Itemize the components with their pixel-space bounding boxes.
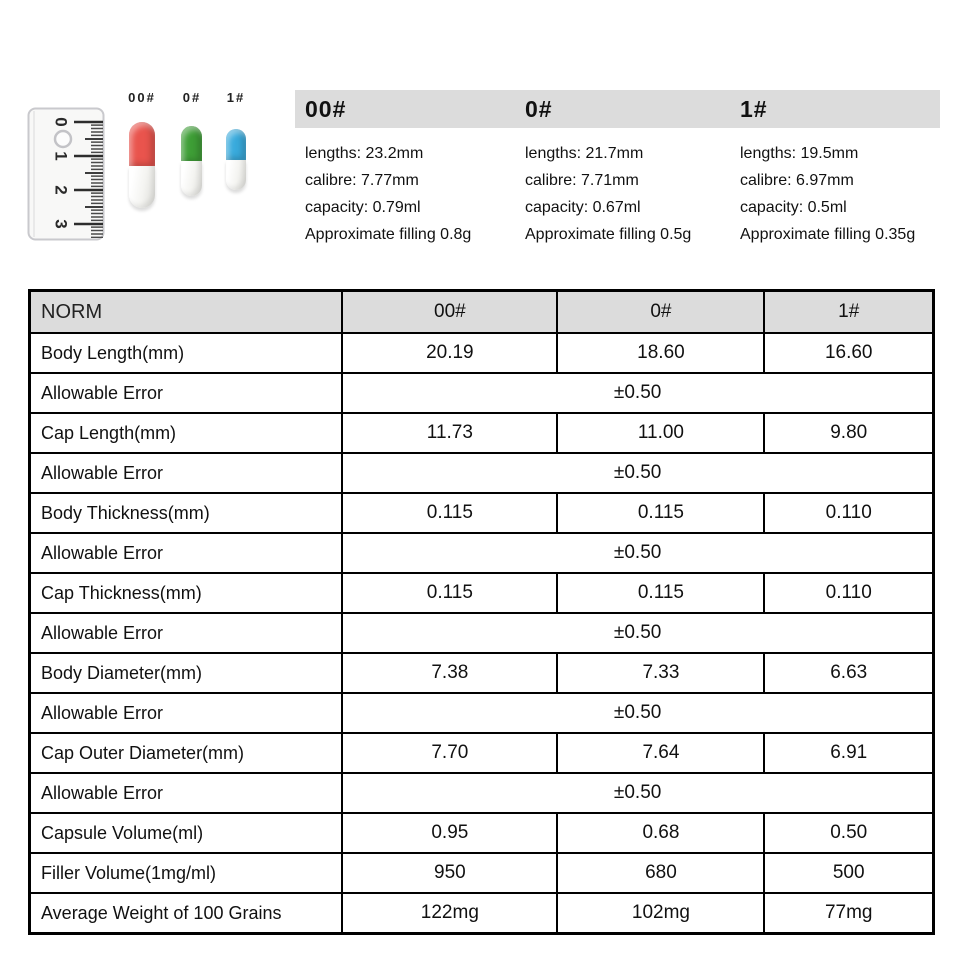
cell-value: 0.50 [764, 813, 933, 853]
capsule-00-image [129, 122, 155, 207]
row-label: Allowable Error [30, 613, 343, 653]
header-size-00: 00# [342, 291, 557, 334]
header-size-0: 0# [557, 291, 764, 334]
spec-line-lengths: lengths: 21.7mm [525, 145, 644, 162]
table-row [30, 373, 934, 413]
row-label: Allowable Error [30, 773, 343, 813]
cell-merged-value: ±0.50 [342, 453, 933, 493]
ruler-number: 1 [51, 151, 71, 161]
capsule-1-body [226, 160, 246, 190]
cell-value: 0.115 [557, 573, 764, 613]
cell-value: 6.91 [764, 733, 933, 773]
capsule-00-cap [129, 122, 155, 166]
cell-value: 500 [764, 853, 933, 893]
spec-column-0 [525, 90, 740, 248]
table-row [30, 573, 934, 613]
table-row [30, 853, 934, 893]
spec-column-title: 0# [525, 96, 553, 122]
table-row [30, 693, 934, 733]
row-label: Allowable Error [30, 693, 343, 733]
spec-line-filling: Approximate filling 0.8g [305, 226, 472, 243]
cell-value: 0.115 [557, 493, 764, 533]
cell-value: 16.60 [764, 333, 933, 373]
table-row [30, 893, 934, 934]
row-label: Filler Volume(1mg/ml) [30, 853, 343, 893]
cell-value: 0.68 [557, 813, 764, 853]
spec-line-calibre: calibre: 6.97mm [740, 172, 854, 189]
capsule-size-label-1: 1# [226, 90, 246, 105]
capsule-0-cap [181, 126, 202, 162]
row-label: Allowable Error [30, 453, 343, 493]
capsule-size-label-00: 00# [128, 90, 156, 105]
spec-line-lengths: lengths: 19.5mm [740, 145, 859, 162]
spec-line-calibre: calibre: 7.77mm [305, 172, 419, 189]
capsule-00-body [129, 166, 155, 209]
spec-line-filling: Approximate filling 0.5g [525, 226, 692, 243]
capsule-0-body [181, 161, 202, 196]
header-norm: NORM [30, 291, 343, 334]
row-label: Allowable Error [30, 373, 343, 413]
cell-value: 0.110 [764, 573, 933, 613]
capsule-1-image [226, 129, 246, 189]
cell-value: 20.19 [342, 333, 557, 373]
cell-merged-value: ±0.50 [342, 693, 933, 733]
table-header-row [30, 291, 934, 334]
cell-value: 77mg [764, 893, 933, 934]
capsule-0-image [181, 126, 202, 195]
spec-line-filling: Approximate filling 0.35g [740, 226, 916, 243]
cell-value: 680 [557, 853, 764, 893]
cell-merged-value: ±0.50 [342, 613, 933, 653]
cell-value: 950 [342, 853, 557, 893]
row-label: Body Thickness(mm) [30, 493, 343, 533]
ruler-number: 0 [51, 117, 71, 127]
table-row [30, 773, 934, 813]
cell-value: 0.115 [342, 573, 557, 613]
table-row [30, 613, 934, 653]
row-label: Cap Outer Diameter(mm) [30, 733, 343, 773]
spec-line-calibre: calibre: 7.71mm [525, 172, 639, 189]
table-row [30, 533, 934, 573]
cell-value: 7.70 [342, 733, 557, 773]
ruler-hole [55, 131, 71, 147]
spec-column-00 [305, 90, 520, 248]
norm-specification-table [28, 289, 935, 935]
ruler-number: 3 [51, 219, 71, 229]
ruler-number: 2 [51, 185, 71, 195]
spec-column-title: 1# [740, 96, 768, 122]
row-label: Cap Thickness(mm) [30, 573, 343, 613]
row-label: Capsule Volume(ml) [30, 813, 343, 853]
spec-column-1 [740, 90, 955, 248]
cell-merged-value: ±0.50 [342, 373, 933, 413]
cell-merged-value: ±0.50 [342, 533, 933, 573]
table-row [30, 453, 934, 493]
spec-line-capacity: capacity: 0.67ml [525, 199, 641, 216]
cell-value: 7.38 [342, 653, 557, 693]
cell-value: 7.33 [557, 653, 764, 693]
cell-value: 18.60 [557, 333, 764, 373]
header-size-1: 1# [764, 291, 933, 334]
table-row [30, 733, 934, 773]
cell-merged-value: ±0.50 [342, 773, 933, 813]
row-label: Average Weight of 100 Grains [30, 893, 343, 934]
row-label: Cap Length(mm) [30, 413, 343, 453]
cell-value: 0.115 [342, 493, 557, 533]
row-label: Body Diameter(mm) [30, 653, 343, 693]
spec-line-capacity: capacity: 0.79ml [305, 199, 421, 216]
capsule-1-cap [226, 129, 246, 160]
table-row [30, 413, 934, 453]
cell-value: 0.110 [764, 493, 933, 533]
cell-value: 11.73 [342, 413, 557, 453]
cell-value: 11.00 [557, 413, 764, 453]
cell-value: 6.63 [764, 653, 933, 693]
spec-line-lengths: lengths: 23.2mm [305, 145, 424, 162]
table-row [30, 493, 934, 533]
cell-value: 0.95 [342, 813, 557, 853]
cell-value: 9.80 [764, 413, 933, 453]
capsule-size-label-0: 0# [182, 90, 202, 105]
cell-value: 122mg [342, 893, 557, 934]
table-row [30, 333, 934, 373]
ruler-icon [27, 107, 105, 241]
cell-value: 102mg [557, 893, 764, 934]
spec-line-capacity: capacity: 0.5ml [740, 199, 847, 216]
row-label: Allowable Error [30, 533, 343, 573]
spec-column-title: 00# [305, 96, 347, 122]
table-row [30, 653, 934, 693]
table-row [30, 813, 934, 853]
cell-value: 7.64 [557, 733, 764, 773]
row-label: Body Length(mm) [30, 333, 343, 373]
